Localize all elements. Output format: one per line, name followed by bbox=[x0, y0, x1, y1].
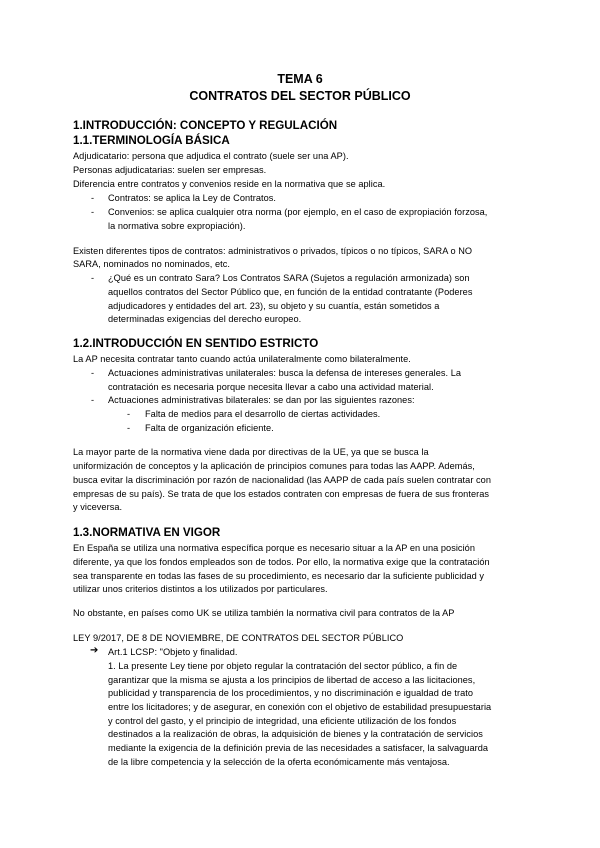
article-text-line: destinados a la realización de obras, la adquisición de bienes y la contratación de servicios bbox=[108, 729, 483, 739]
text-line: busca evitar la discriminación por razón de nacionalidad (las AAPP de cada país suelen contratar con bbox=[73, 475, 491, 485]
article-text-line: de la libre competencia y la selección de la oferta económicamente más ventajosa. bbox=[108, 757, 450, 767]
subbullet-text: Falta de organización eficiente. bbox=[145, 423, 274, 433]
bullet-text: la normativa sobre expropiación). bbox=[108, 221, 246, 231]
bullet-text: aquellos contratos del Sector Público que, en función de la entidad contratante (Poderes bbox=[108, 287, 473, 297]
text-line: y viceversa. bbox=[73, 502, 123, 512]
bullet-text: Convenios: se aplica cualquier otra norma (por ejemplo, en el caso de expropiación forzosa, bbox=[108, 207, 488, 217]
article-text-line: 1. La presente Ley tiene por objeto regular la contratación del sector público, a fin de bbox=[108, 661, 458, 671]
dash-bullet: - bbox=[91, 193, 95, 203]
bullet-text: Actuaciones administrativas unilaterales: busca la defensa de intereses generales. La bbox=[108, 368, 462, 378]
article-text-line: mediante la exigencia de la definición previa de las necesidades a satisfacer, la salvaguarda bbox=[108, 743, 489, 753]
text-line: uniformización de conceptos y la aplicación de principios comunes para todas las AAPP. Además, bbox=[73, 461, 475, 471]
bullet-text: Actuaciones administrativas bilaterales: se dan por las siguientes razones: bbox=[108, 395, 415, 405]
dash-bullet: - bbox=[91, 368, 95, 378]
article-text-line: publicidad y transparencia de los procedimientos, y no discriminación e igualdad de trato bbox=[108, 688, 474, 698]
article-text-line: entre los licitadores; y de asegurar, en conexión con el objetivo de estabilidad presupuestaria bbox=[108, 702, 492, 712]
text-line: diferente, ya que los fondos empleados son de todos. Por ello, la normativa exige que la contratación bbox=[73, 557, 490, 567]
bullet-text: contratación es necesaria porque necesita llevar a cabo una actividad material. bbox=[108, 382, 434, 392]
bullet-text: adjudicadores y entidades del art. 23), su objeto y su cuantía, están sometidos a bbox=[108, 301, 440, 311]
text-line: La mayor parte de la normativa viene dada por directivas de la UE, ya que se busca la bbox=[73, 447, 429, 457]
text-line: No obstante, en países como UK se utiliza también la normativa civil para contratos de la AP bbox=[73, 608, 455, 618]
dash-bullet: - bbox=[91, 395, 95, 405]
text-line: sea transparente en todas las fases de su procedimiento, es necesario dar la suficiente publicidad y bbox=[73, 571, 485, 581]
bullet-text: determinadas exigencias del derecho europeo. bbox=[108, 314, 302, 324]
section-heading: 1.INTRODUCCIÓN: CONCEPTO Y REGULACIÓN bbox=[73, 119, 338, 132]
subsection-heading: 1.1.TERMINOLOGÍA BÁSICA bbox=[73, 134, 230, 147]
text-line: Personas adjudicatarias: suelen ser empresas. bbox=[73, 165, 267, 175]
text-line: Existen diferentes tipos de contratos: administrativos o privados, típicos o no típicos, SARA o NO bbox=[73, 246, 473, 256]
law-title: LEY 9/2017, DE 8 DE NOVIEMBRE, DE CONTRATOS DEL SECTOR PÚBLICO bbox=[73, 633, 404, 643]
text-line: Diferencia entre contratos y convenios reside en la normativa que se aplica. bbox=[73, 179, 386, 189]
dash-bullet: - bbox=[127, 423, 131, 433]
text-line: SARA, nominados no nominados, etc. bbox=[73, 259, 230, 269]
title-topic: TEMA 6 bbox=[277, 72, 323, 86]
title-main: CONTRATOS DEL SECTOR PÚBLICO bbox=[189, 89, 411, 103]
subsection-heading: 1.2.INTRODUCCIÓN EN SENTIDO ESTRICTO bbox=[73, 337, 319, 350]
subbullet-text: Falta de medios para el desarrollo de ciertas actividades. bbox=[145, 409, 381, 419]
article-heading: Art.1 LCSP: "Objeto y finalidad. bbox=[108, 647, 238, 657]
text-line: utilizar unos criterios distintos a los utilizados por particulares. bbox=[73, 584, 328, 594]
subsection-heading: 1.3.NORMATIVA EN VIGOR bbox=[73, 526, 221, 539]
dash-bullet: - bbox=[91, 273, 95, 283]
dash-bullet: - bbox=[127, 409, 131, 419]
text-line: La AP necesita contratar tanto cuando actúa unilateralmente como bilateralmente. bbox=[73, 354, 411, 364]
article-text-line: y control del gasto, y el principio de integridad, una eficiente utilización de los fondos bbox=[108, 716, 457, 726]
text-line: Adjudicatario: persona que adjudica el contrato (suele ser una AP). bbox=[73, 151, 349, 161]
text-line: En España se utiliza una normativa específica porque es necesario situar a la AP en una posición bbox=[73, 543, 475, 553]
dash-bullet: - bbox=[91, 207, 95, 217]
bullet-text: Contratos: se aplica la Ley de Contratos. bbox=[108, 193, 277, 203]
bullet-text: ¿Qué es un contrato Sara? Los Contratos SARA (Sujetos a regulación armonizada) son bbox=[108, 273, 470, 283]
arrow-right-icon: ➔ bbox=[90, 645, 99, 656]
text-line: empresas de su país). Se trata de que los estados contraten con empresas de fuera de sus fronteras bbox=[73, 489, 490, 499]
article-text-line: garantizar que la misma se ajusta a los principios de libertad de acceso a las licitaciones, bbox=[108, 675, 476, 685]
